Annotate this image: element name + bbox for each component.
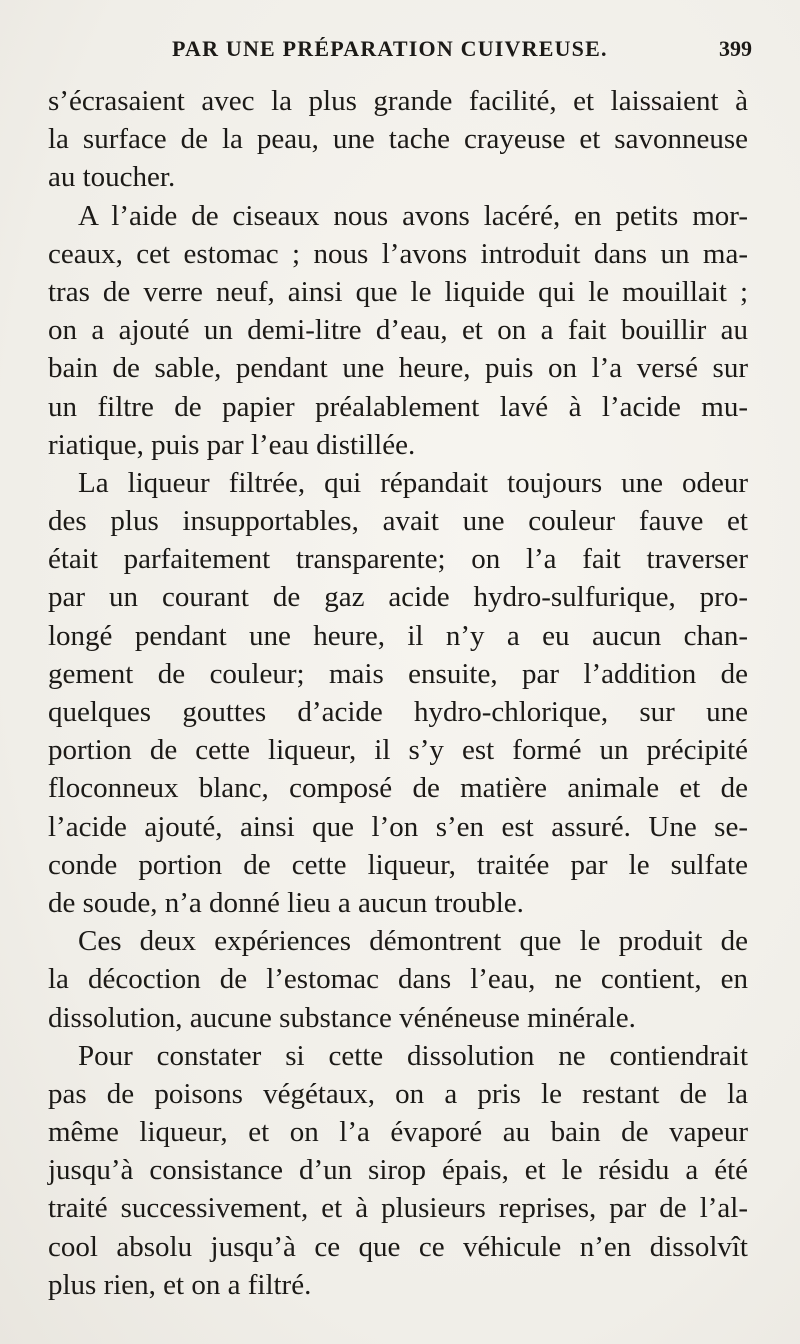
text-line: riatique, puis par l’eau distillée.	[48, 428, 416, 461]
text-line: quelques gouttes d’acide hydro-chlorique, sur une	[48, 696, 748, 728]
text-line: des plus insupportables, avait une couleur fauve et	[48, 505, 748, 538]
text-line: de soude, n’a donné lieu a aucun trouble.	[48, 886, 524, 919]
text-line: par un courant de gaz acide hydro-sulfurique, pro-	[48, 581, 748, 614]
text-line: traité successivement, et à plusieurs reprises, par de l’al-	[48, 1192, 748, 1225]
page-header	[48, 36, 752, 72]
text-line: cool absolu jusqu’à ce que ce véhicule n’en dissolvît	[48, 1230, 748, 1263]
text-line: floconneux blanc, composé de matière animale et de	[48, 772, 748, 805]
text-line: plus rien, et on a filtré.	[48, 1268, 312, 1301]
text-line: Pour constater si cette dissolution ne contiendrait	[78, 1039, 748, 1072]
text-line: on a ajouté un demi-litre d’eau, et on a fait bouillir au	[48, 314, 748, 347]
text-line: s’écrasaient avec la plus grande facilité, et laissaient à	[48, 85, 748, 117]
text-line: la décoction de l’estomac dans l’eau, ne contient, en	[48, 963, 748, 996]
text-line: A l’aide de ciseaux nous avons lacéré, en petits mor-	[78, 199, 748, 232]
text-line: tras de verre neuf, ainsi que le liquide qui le mouillait ;	[48, 275, 748, 308]
text-line: la surface de la peau, une tache crayeuse et savonneuse	[48, 123, 748, 156]
text-line: bain de sable, pendant une heure, puis on l’a versé sur	[48, 352, 748, 385]
text-line: jusqu’à consistance d’un sirop épais, et le résidu a été	[48, 1154, 748, 1187]
text-line: portion de cette liqueur, il s’y est formé un précipité	[48, 734, 748, 767]
text-line: longé pendant une heure, il n’y a eu aucun chan-	[48, 619, 748, 652]
page-number: 399	[719, 36, 752, 61]
body-text	[48, 82, 748, 1304]
text-line: ceaux, cet estomac ; nous l’avons introduit dans un ma-	[48, 237, 748, 270]
text-line: La liqueur filtrée, qui répandait toujours une odeur	[78, 466, 748, 499]
text-line: était parfaitement transparente; on l’a fait traverser	[48, 543, 748, 576]
text-line: pas de poisons végétaux, on a pris le restant de la	[48, 1077, 748, 1110]
running-title: PAR UNE PRÉPARATION CUIVREUSE.	[172, 36, 608, 61]
text-line: un filtre de papier préalablement lavé à l’acide mu-	[48, 390, 748, 423]
text-line: dissolution, aucune substance vénéneuse minérale.	[48, 1001, 636, 1034]
text-line: conde portion de cette liqueur, traitée par le sulfate	[48, 848, 748, 881]
text-line: même liqueur, et on l’a évaporé au bain de vapeur	[48, 1116, 748, 1149]
text-line: au toucher.	[48, 161, 176, 194]
text-line: Ces deux expériences démontrent que le produit de	[78, 925, 748, 958]
text-line: l’acide ajouté, ainsi que l’on s’en est assuré. Une se-	[48, 810, 748, 843]
text-line: gement de couleur; mais ensuite, par l’addition de	[48, 657, 748, 690]
